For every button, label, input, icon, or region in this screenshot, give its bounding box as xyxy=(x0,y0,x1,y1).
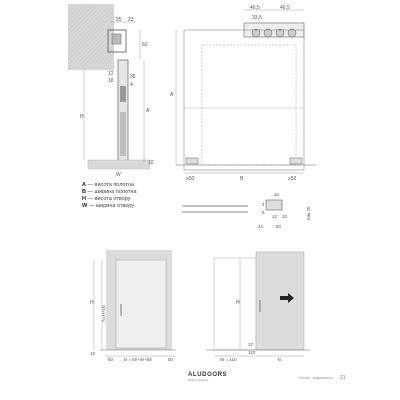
legend-item: A — висота полотна xyxy=(82,182,135,188)
label-min: min 26 xyxy=(306,206,311,220)
dim-110: 110 xyxy=(248,350,256,355)
brand-logo xyxy=(188,372,227,382)
label-h: H xyxy=(80,114,84,120)
dim-12: 12 xyxy=(272,214,278,219)
opening-outline xyxy=(214,258,256,350)
dim-44: 44 xyxy=(258,224,264,229)
dim-50: 50 xyxy=(276,224,282,229)
legend-item: W — ширина отвору xyxy=(82,203,135,209)
dim-10: 10 xyxy=(248,342,254,347)
brand-tagline: sliding systems xyxy=(188,378,209,382)
label-b: B xyxy=(240,176,244,182)
dim-small: 33,5 xyxy=(252,15,262,21)
label-w: W xyxy=(116,172,121,178)
dim-mid-1: 12 xyxy=(108,71,114,77)
label-w: W = 110 xyxy=(220,357,237,362)
door-leaf xyxy=(116,260,166,348)
label-a: A xyxy=(170,92,174,98)
label-a-formula: A=H+10 xyxy=(101,305,106,322)
dim-bottom-right: ≥50 xyxy=(288,176,297,182)
brand-name: ALUDOORS xyxy=(188,372,228,378)
floor-section xyxy=(88,160,150,169)
legend xyxy=(82,182,172,210)
dim-bottom-right: 50 xyxy=(168,357,174,362)
opening-dashed xyxy=(202,45,296,165)
dim-top-1: 46,5 xyxy=(250,5,260,11)
dim-mid-2: 18 xyxy=(108,78,114,84)
dim-34: 34 xyxy=(274,192,280,197)
dim-10: 10 xyxy=(282,214,288,219)
dim-mid-4: 4 xyxy=(130,82,133,88)
dim-bottom-left: 50 xyxy=(108,357,114,362)
dim-top-2: 46,5 xyxy=(280,5,290,11)
dim-right: 60 xyxy=(142,42,148,48)
front-view xyxy=(80,240,190,365)
legend-item: H — висота отвору xyxy=(82,196,131,202)
slide-direction-arrow-icon xyxy=(280,290,294,300)
section-detail xyxy=(60,0,170,180)
label-h: H xyxy=(236,300,240,306)
dim-6: 6 xyxy=(262,210,265,215)
dim-top-2: 23 xyxy=(128,17,134,23)
dim-bottom: 10 xyxy=(148,160,154,166)
dim-4: 4 xyxy=(262,202,265,207)
dim-bottom-left: ≥50 xyxy=(186,176,195,182)
dim-mid-3: 36 xyxy=(130,74,136,80)
dim-10: 10 xyxy=(90,351,96,356)
label-b: B = 50+W+50 xyxy=(124,357,152,362)
floor-guide-profile xyxy=(266,200,282,210)
label-h: H xyxy=(90,300,94,306)
label-a: A xyxy=(146,108,150,114)
elevation-view xyxy=(168,0,328,185)
side-view xyxy=(200,240,320,365)
floor-guide-detail xyxy=(178,186,318,236)
legend-item: B — ширина полотна xyxy=(82,189,137,195)
page-number: 21 xyxy=(340,375,346,381)
footer-note: Техніка · відкривання xyxy=(298,376,333,380)
label-b: B xyxy=(278,357,282,362)
dim-top-1: 25 xyxy=(116,17,122,23)
